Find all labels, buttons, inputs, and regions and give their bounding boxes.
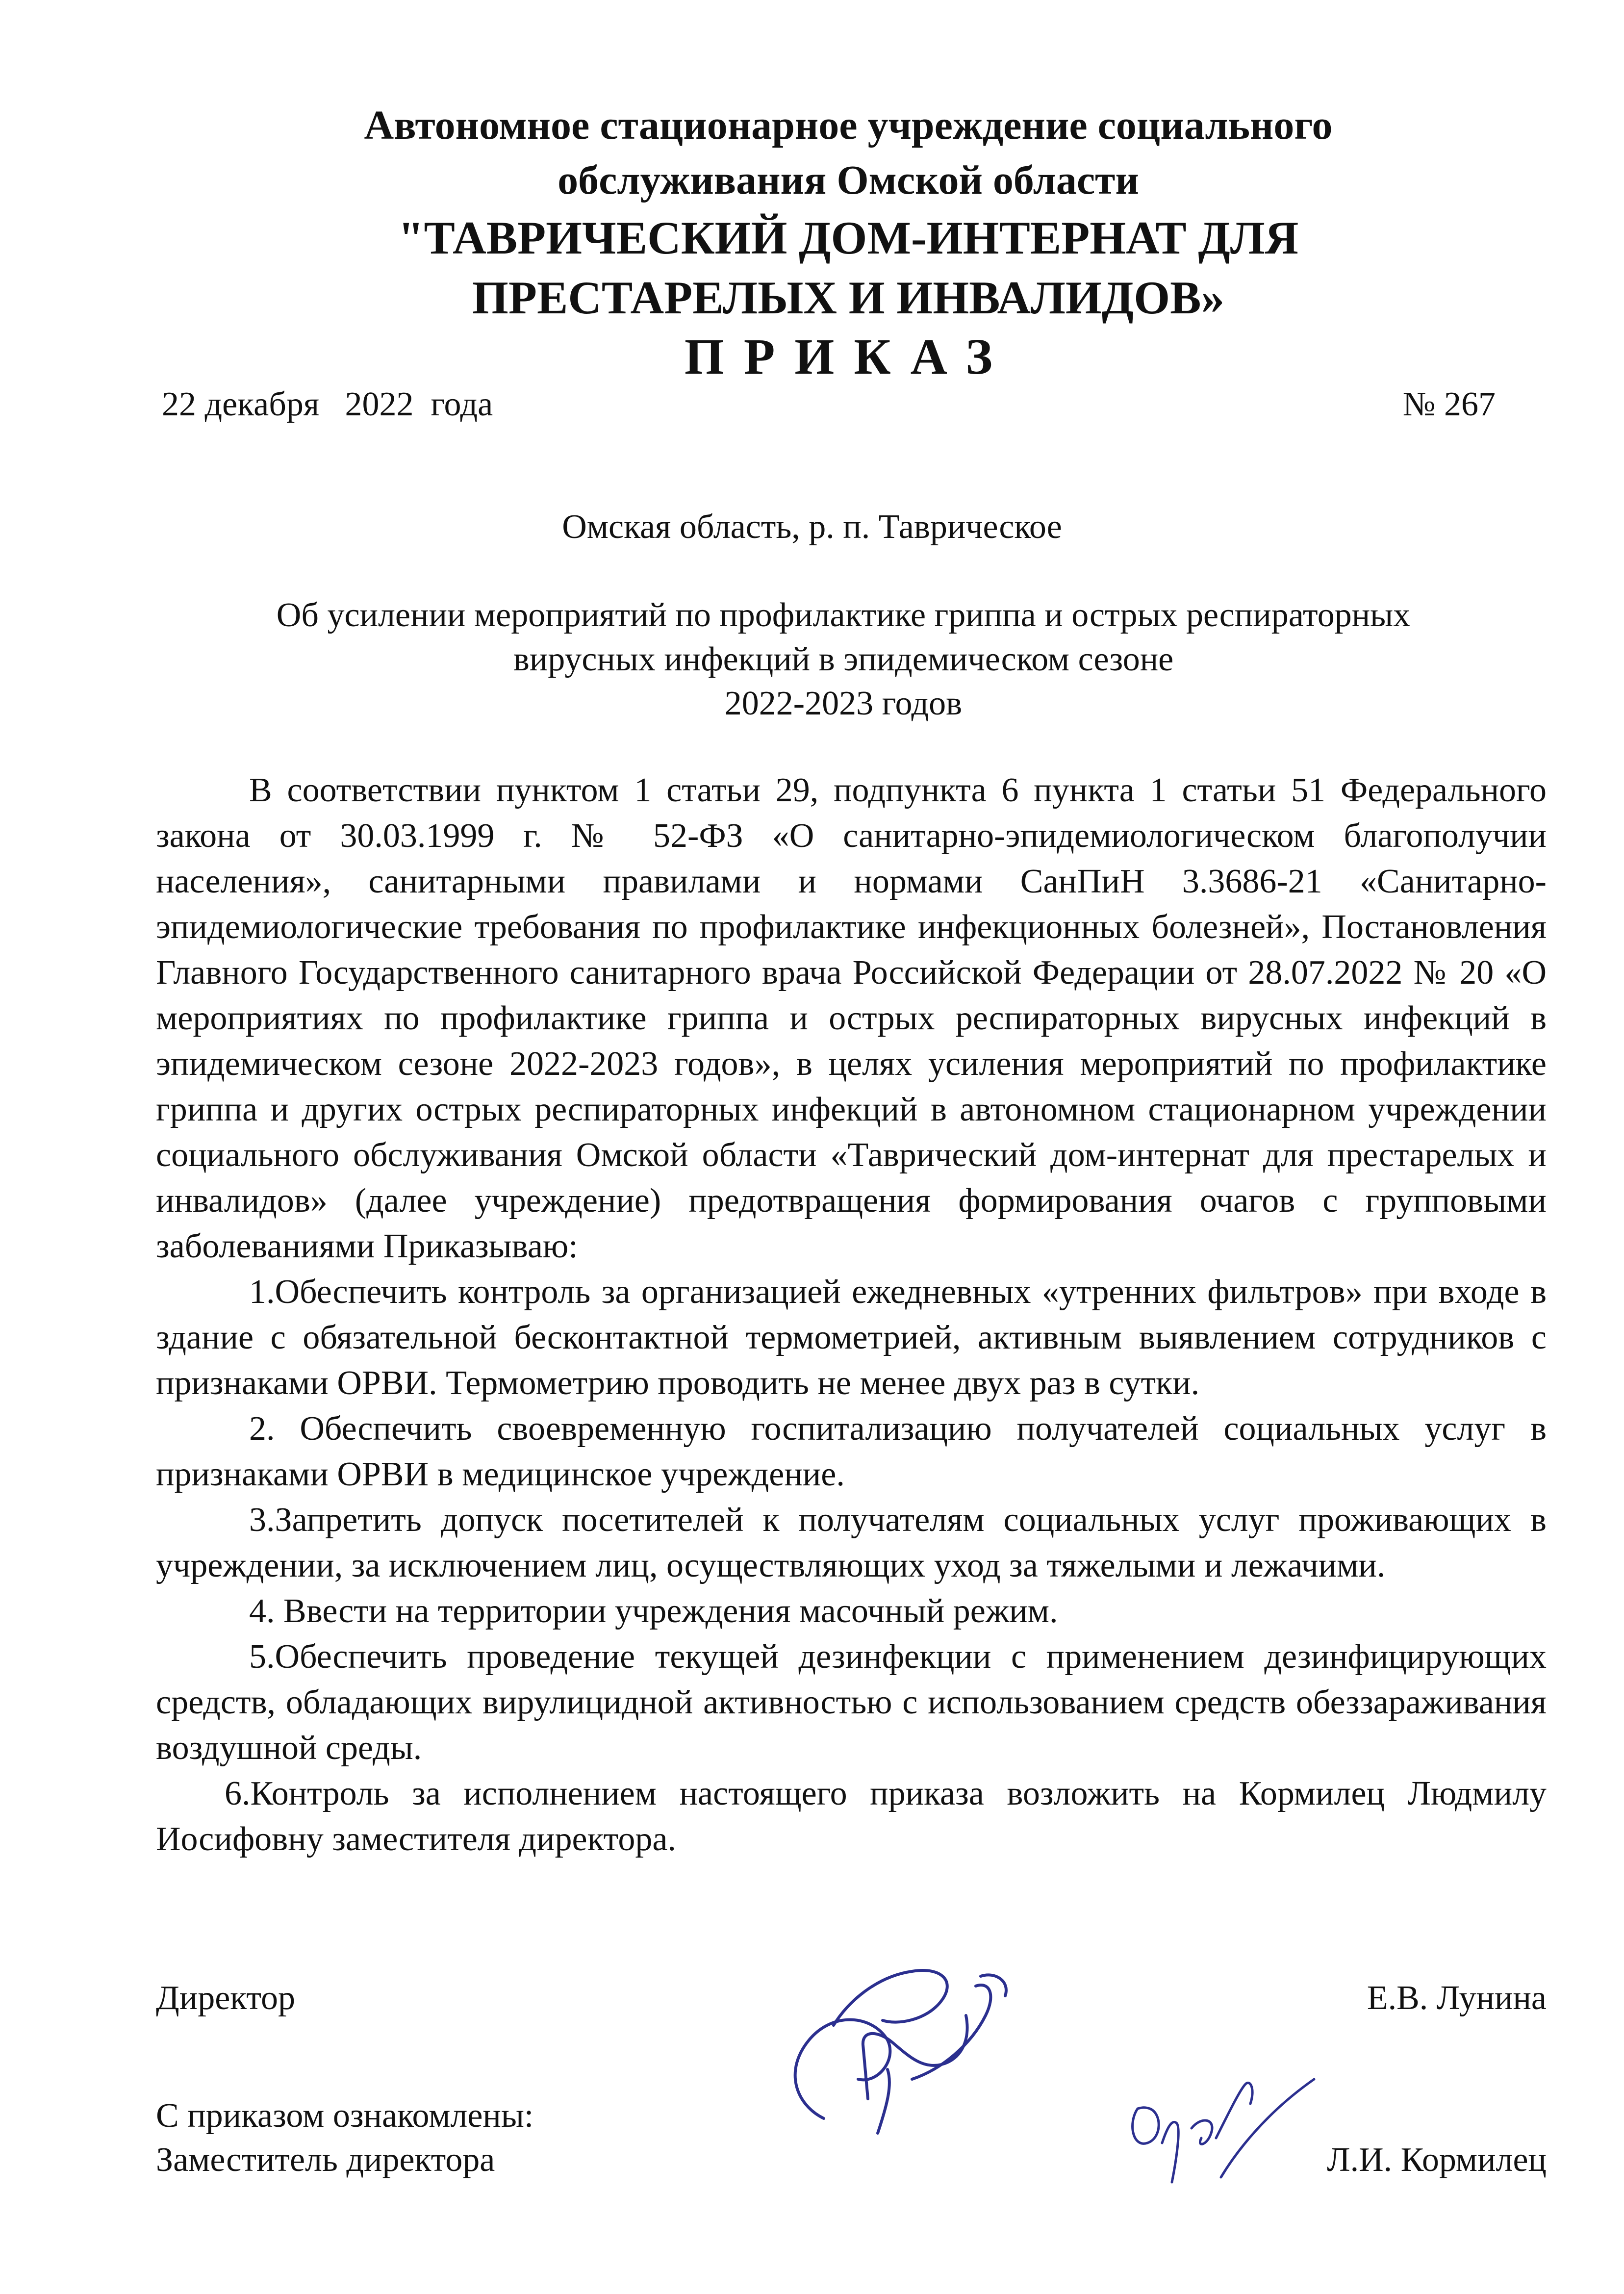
org-name-line-1: Автономное стационарное учреждение социального xyxy=(364,102,1333,148)
order-item-6: 6.Контроль за исполнением настоящего приказа возложить на Кормилец Людмилу Иосифовну заместителя директора. xyxy=(156,1775,1547,1858)
institution-name-line-2: ПРЕСТАРЕЛЫХ И ИНВАЛИДОВ» xyxy=(472,272,1224,324)
director-signature xyxy=(765,1957,1020,2153)
subject-line-2: вирусных инфекций в эпидемическом сезоне xyxy=(513,640,1174,678)
order-body xyxy=(156,767,1547,1862)
order-item-4: 4. Ввести на территории учреждения масочный режим. xyxy=(249,1592,1058,1630)
order-number: № 267 xyxy=(1402,385,1496,423)
document-type-title: ПРИКАЗ xyxy=(684,329,1013,385)
order-item-1: 1.Обеспечить контроль за организацией ежедневных «утренних фильтров» при входе в здание с обязательной бесконтактной термометрией, активным выявлением сотрудников с признаками ОРВИ. Термометрию проводить не менее двух раз в сутки. xyxy=(156,1273,1547,1402)
order-item-5: 5.Обеспечить проведение текущей дезинфекции с применением дезинфицирующих средств, обладающих вирулицидной активностью с использованием средств обеззараживания воздушной среды. xyxy=(156,1638,1547,1767)
subject-line-3: 2022-2023 годов xyxy=(724,685,963,722)
order-item-2: 2. Обеспечить своевременную госпитализацию получателей социальных услуг в признаками ОРВИ в медицинское учреждение. xyxy=(156,1410,1547,1493)
deputy-signature xyxy=(1118,2069,1324,2197)
director-name: Е.В. Лунина xyxy=(1367,1979,1547,2017)
acknowledgement-label: С приказом ознакомлены: xyxy=(156,2097,534,2135)
subject-line-1: Об усилении мероприятий по профилактике гриппа и острых респираторных xyxy=(276,596,1411,634)
order-subject xyxy=(196,593,1491,726)
preamble-paragraph: В соответствии пунктом 1 статьи 29, подпункта 6 пункта 1 статьи 51 Федерального закона от 30.03.1999 г. № 52-ФЗ «О санитарно-эпидемиологическом благополучии населения», санитарными правилами и нормами СанПиН 3.3686-21 «Санитарно-эпидемиологические требования по профилактике инфекционных болезней», Постановления Главного Государственного санитарного врача Российской Федерации от 28.07.2022 № 20 «О мероприятиях по профилактике гриппа и острых респираторных вирусных инфекций в эпидемическом сезоне 2022-2023 годов», в целях усиления мероприятий по профилактике гриппа и других острых респираторных инфекций в автономном стационарном учреждении социального обслуживания Омской области «Таврический дом-интернат для престарелых и инвалидов» (далее учреждение) предотвращения формирования очагов с групповыми заболеваниями Приказываю: xyxy=(156,771,1547,1265)
deputy-name: Л.И. Кормилец xyxy=(1327,2141,1547,2179)
institution-name-line-1: "ТАВРИЧЕСКИЙ ДОМ-ИНТЕРНАТ ДЛЯ xyxy=(398,212,1299,264)
org-name-line-2: обслуживания Омской области xyxy=(558,157,1139,203)
document-header xyxy=(147,98,1549,388)
director-title: Директор xyxy=(156,1979,296,2017)
order-date: 22 декабря 2022 года xyxy=(162,385,493,423)
order-item-3: 3.Запретить допуск посетителей к получателям социальных услуг проживающих в учреждении, за исключением лиц, осуществляющих уход за тяжелыми и лежачими. xyxy=(156,1501,1547,1584)
deputy-title: Заместитель директора xyxy=(156,2141,495,2179)
order-place: Омская область, р. п. Таврическое xyxy=(562,508,1062,546)
